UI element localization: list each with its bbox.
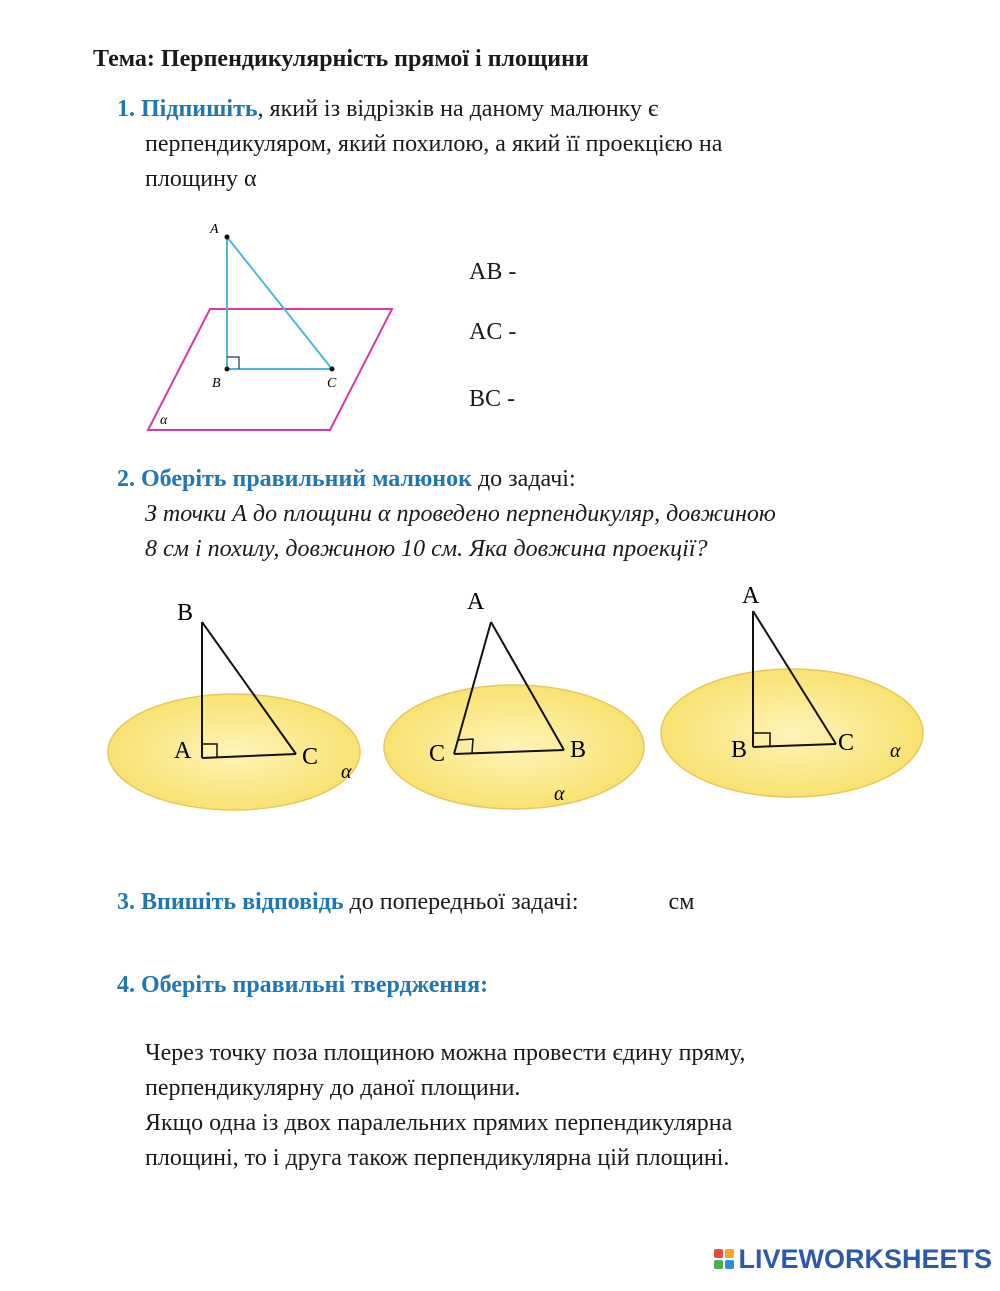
task4-heading — [117, 968, 488, 1003]
logo-tile-i — [725, 1249, 734, 1258]
label-alpha: α — [160, 413, 168, 428]
logo-icon — [714, 1249, 734, 1269]
logo-tile-e — [725, 1260, 734, 1269]
task2-highlight: Оберіть правильний малюнок — [141, 466, 472, 492]
task1-text-line1: , який із відрізків на даному малюнку є — [257, 96, 659, 122]
task1-figure — [140, 215, 410, 440]
task2-text — [117, 462, 776, 567]
task3-number: 3. — [117, 889, 135, 915]
label-alpha: α — [341, 761, 352, 783]
label-alpha: α — [554, 783, 565, 805]
label-b: B — [212, 376, 221, 391]
label-c: C — [327, 376, 337, 391]
label-right: C — [302, 744, 319, 770]
task3-text — [117, 885, 694, 920]
task2-problem-line1: З точки А до площини α проведено перпендикуляр, довжиною — [145, 501, 776, 527]
right-angle-mark — [227, 357, 239, 369]
task3-highlight: Впишіть відповідь — [141, 889, 344, 915]
point-b — [225, 367, 230, 372]
segment-ac — [227, 237, 332, 369]
label-left: C — [429, 741, 446, 767]
task4-number: 4. — [117, 972, 135, 998]
task2-text-rest: до задачі: — [471, 466, 576, 492]
label-left: A — [174, 738, 192, 764]
task1-text-line3: площину α — [145, 166, 257, 192]
segment-label-bc: BC - — [469, 386, 516, 412]
page-title: Тема: Перпендикулярність прямої і площини — [93, 46, 589, 72]
task1-highlight: Підпишіть — [141, 96, 258, 122]
statement-2-line1: Якщо одна із двох паралельних прямих перпендикулярна — [145, 1110, 733, 1136]
statement-2-line2: площині, то і друга також перпендикулярна цій площині. — [145, 1145, 730, 1171]
plane-ellipse — [384, 685, 644, 809]
plane-ellipse — [661, 669, 923, 797]
plane-ellipse — [108, 694, 360, 810]
label-right: C — [838, 730, 855, 756]
statement-1-line2: перпендикулярну до даної площини. — [145, 1075, 521, 1101]
label-alpha: α — [890, 740, 901, 762]
label-top: A — [742, 583, 760, 609]
answer-input[interactable] — [585, 889, 663, 917]
task2-figure-3[interactable] — [656, 575, 931, 805]
task2-problem-line2: 8 см і похилу, довжиною 10 см. Яка довжина проекції? — [145, 536, 708, 562]
label-right: B — [570, 737, 587, 763]
task1-number: 1. — [117, 96, 135, 122]
logo-tile-v — [714, 1260, 723, 1269]
liveworksheets-logo — [714, 1243, 992, 1275]
task2-number: 2. — [117, 466, 135, 492]
task3-text-rest: до попередньої задачі: — [343, 889, 579, 915]
label-a: A — [210, 222, 219, 237]
label-top: B — [177, 600, 194, 626]
task2-figure-1[interactable] — [100, 590, 370, 820]
logo-tile-l — [714, 1249, 723, 1258]
label-left: B — [731, 737, 748, 763]
task1-text-line2: перпендикуляром, який похилою, а який її проекцією на — [145, 131, 723, 157]
logo-text: LIVEWORKSHEETS — [738, 1243, 992, 1274]
task3-unit: см — [668, 889, 695, 915]
point-c — [330, 367, 335, 372]
segment-label-ab: AB - — [469, 259, 517, 285]
point-a — [225, 235, 230, 240]
task2-figure-2[interactable] — [378, 585, 653, 820]
statement-1[interactable] — [145, 1036, 745, 1106]
statement-1-line1: Через точку поза площиною можна провести єдину пряму, — [145, 1040, 746, 1066]
task4-highlight: Оберіть правильні твердження: — [141, 972, 489, 998]
label-top: A — [467, 589, 485, 615]
statement-2[interactable] — [145, 1106, 732, 1176]
task1-text — [117, 92, 722, 197]
segment-label-ac: AC - — [469, 319, 517, 345]
